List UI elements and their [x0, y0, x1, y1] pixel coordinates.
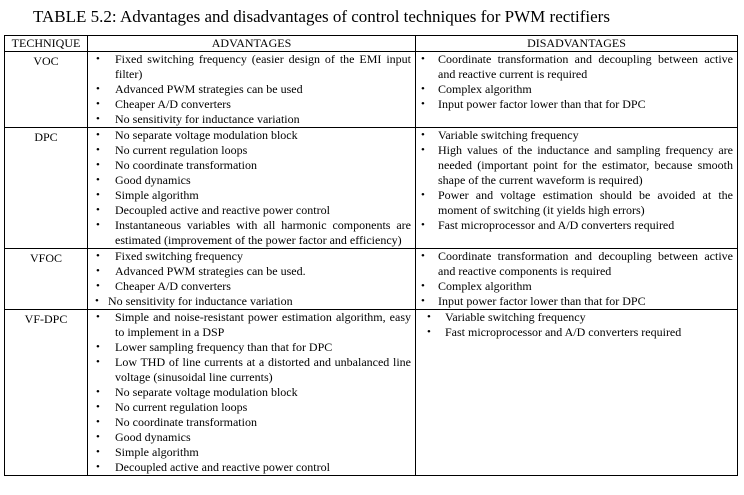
list-item: • Coordinate transformation and decoupling between active and reactive current is required — [416, 52, 733, 82]
list-item: • Decoupled active and reactive power control — [88, 203, 411, 218]
list-item: • No separate voltage modulation block — [88, 385, 411, 400]
disadvantages-list — [416, 249, 737, 309]
list-item: • Simple algorithm — [88, 188, 411, 203]
advantages-cell — [88, 310, 416, 476]
list-item: • Fixed switching frequency — [88, 249, 411, 264]
header-advantages: ADVANTAGES — [88, 36, 416, 52]
row-vf-dpc — [5, 310, 738, 476]
list-item: • Complex algorithm — [416, 82, 733, 97]
list-item: • No current regulation loops — [88, 143, 411, 158]
list-item: • Advanced PWM strategies can be used. — [88, 264, 411, 279]
disadvantages-cell — [416, 52, 738, 128]
table-title: TABLE 5.2: Advantages and disadvantages of control techniques for PWM rectifiers — [33, 7, 610, 26]
advantages-cell — [88, 249, 416, 310]
list-item: • Fast microprocessor and A/D converters required — [416, 325, 733, 340]
header-technique: TECHNIQUE — [5, 36, 88, 52]
advantages-list — [88, 52, 415, 127]
advantages-list — [88, 249, 415, 309]
advantages-cell — [88, 52, 416, 128]
list-item: • Complex algorithm — [416, 279, 733, 294]
row-vfoc — [5, 249, 738, 310]
list-item: • Good dynamics — [88, 173, 411, 188]
list-item: • Input power factor lower than that for DPC — [416, 97, 733, 112]
advantages-list — [88, 128, 415, 248]
list-item: • Lower sampling frequency than that for DPC — [88, 340, 411, 355]
header-row — [5, 36, 738, 52]
comparison-table — [4, 35, 738, 476]
list-item: • No coordinate transformation — [88, 158, 411, 173]
list-item: • Input power factor lower than that for DPC — [416, 294, 733, 309]
list-item: • No sensitivity for inductance variation — [88, 112, 411, 127]
list-item: • Coordinate transformation and decoupling between active and reactive components is required — [416, 249, 733, 279]
row-dpc — [5, 128, 738, 249]
technique-cell: VFOC — [5, 249, 88, 310]
list-item: • Instantaneous variables with all harmonic components are estimated (improvement of the power factor and efficiency) — [88, 218, 411, 248]
disadvantages-cell — [416, 310, 738, 476]
list-item: • Cheaper A/D converters — [88, 97, 411, 112]
list-item: • No separate voltage modulation block — [88, 128, 411, 143]
list-item: • Decoupled active and reactive power control — [88, 460, 411, 475]
list-item: • Low THD of line currents at a distorted and unbalanced line voltage (sinusoidal line currents) — [88, 355, 411, 385]
list-item: • No current regulation loops — [88, 400, 411, 415]
list-item: • No coordinate transformation — [88, 415, 411, 430]
list-item: • Variable switching frequency — [416, 310, 733, 325]
list-item: • No sensitivity for inductance variation — [88, 294, 411, 309]
header-disadvantages: DISADVANTAGES — [416, 36, 738, 52]
advantages-cell — [88, 128, 416, 249]
disadvantages-cell — [416, 249, 738, 310]
list-item: • Variable switching frequency — [416, 128, 733, 143]
list-item: • Good dynamics — [88, 430, 411, 445]
list-item: • Simple and noise-resistant power estimation algorithm, easy to implement in a DSP — [88, 310, 411, 340]
list-item: • Fixed switching frequency (easier design of the EMI input filter) — [88, 52, 411, 82]
disadvantages-cell — [416, 128, 738, 249]
list-item: • Power and voltage estimation should be avoided at the moment of switching (it yields high errors) — [416, 188, 733, 218]
list-item: • High values of the inductance and sampling frequency are needed (important point for the estimator, because smooth shape of the current waveform is required) — [416, 143, 733, 188]
list-item: • Advanced PWM strategies can be used — [88, 82, 411, 97]
row-voc — [5, 52, 738, 128]
disadvantages-list — [416, 128, 737, 233]
advantages-list — [88, 310, 415, 475]
list-item: • Simple algorithm — [88, 445, 411, 460]
technique-cell: DPC — [5, 128, 88, 249]
list-item: • Cheaper A/D converters — [88, 279, 411, 294]
list-item: • Fast microprocessor and A/D converters required — [416, 218, 733, 233]
technique-cell: VOC — [5, 52, 88, 128]
disadvantages-list — [416, 310, 737, 340]
technique-cell: VF-DPC — [5, 310, 88, 476]
disadvantages-list — [416, 52, 737, 112]
